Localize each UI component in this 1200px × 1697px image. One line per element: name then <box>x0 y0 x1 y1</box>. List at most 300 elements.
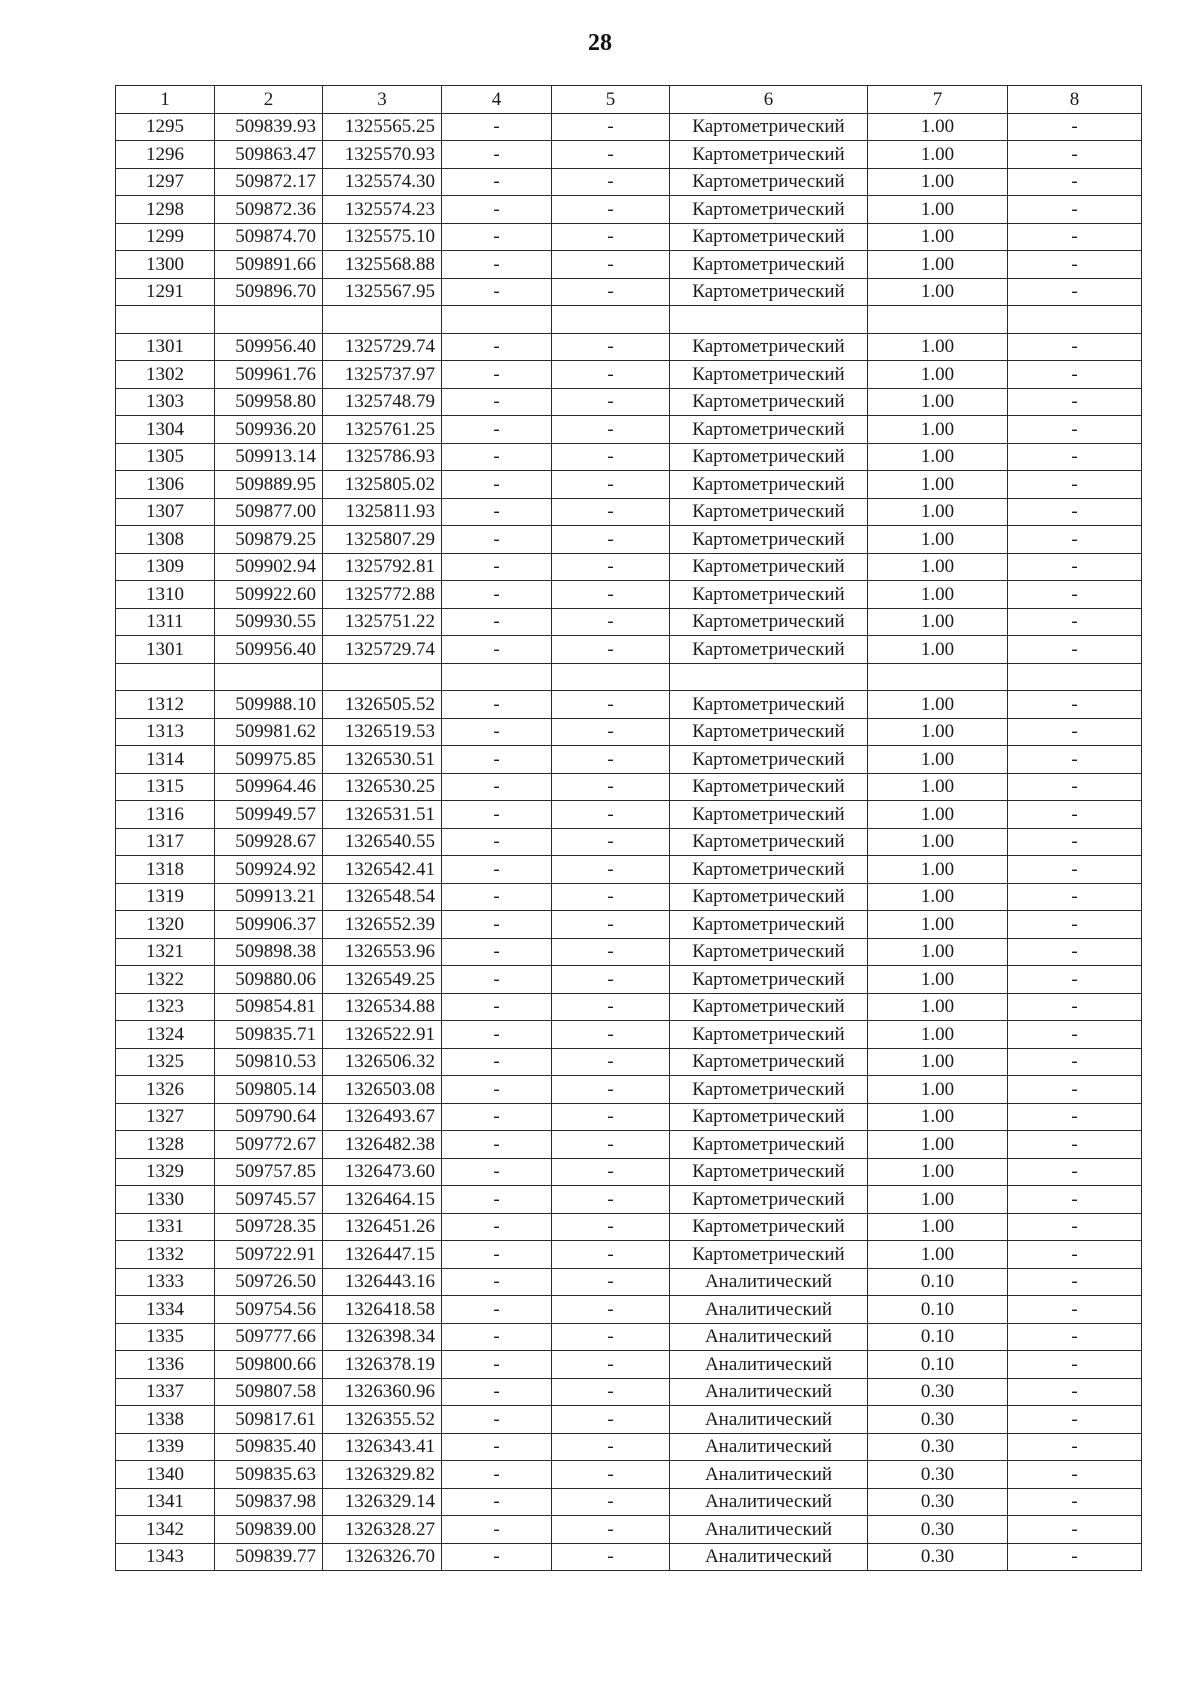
table-row <box>116 1186 1142 1214</box>
table-cell-col-4: - <box>442 636 552 664</box>
table-cell-col-7: 0.10 <box>868 1351 1008 1379</box>
table-row <box>116 141 1142 169</box>
table-cell-col-4: - <box>442 938 552 966</box>
table-cell-col-3: 1325729.74 <box>323 636 442 664</box>
table-cell-col-8: - <box>1008 168 1142 196</box>
table-cell-col-2: 509889.95 <box>215 471 323 499</box>
table-cell-col-1: 1343 <box>116 1543 215 1571</box>
table-cell-col-1: 1303 <box>116 388 215 416</box>
table-cell-col-4: - <box>442 526 552 554</box>
table-cell-col-4: - <box>442 1461 552 1489</box>
table-cell-col-3: 1326398.34 <box>323 1323 442 1351</box>
table-cell-col-7: 1.00 <box>868 526 1008 554</box>
table-cell-col-6: Картометрический <box>670 361 868 389</box>
table-cell-col-6: Аналитический <box>670 1461 868 1489</box>
table-cell-col-5: - <box>552 416 670 444</box>
table-cell-col-5: - <box>552 993 670 1021</box>
table-cell-col-6: Картометрический <box>670 443 868 471</box>
table-cell-col-6: Картометрический <box>670 636 868 664</box>
table-cell-col-7: 0.30 <box>868 1488 1008 1516</box>
table-cell-col-6: Картометрический <box>670 471 868 499</box>
table-cell-col-2: 509924.92 <box>215 856 323 884</box>
table-cell-col-1: 1333 <box>116 1268 215 1296</box>
table-cell-col-1: 1341 <box>116 1488 215 1516</box>
table-cell-col-2: 509880.06 <box>215 966 323 994</box>
table-cell-col-3: 1326451.26 <box>323 1213 442 1241</box>
table-cell-col-4: - <box>442 993 552 1021</box>
column-header-5: 5 <box>552 86 670 114</box>
table-cell-col-4: - <box>442 1406 552 1434</box>
table-cell-col-8: - <box>1008 1543 1142 1571</box>
table-cell-col-6: Аналитический <box>670 1268 868 1296</box>
table-cell-col-1: 1323 <box>116 993 215 1021</box>
table-cell-col-8: - <box>1008 113 1142 141</box>
table-cell-col-8: - <box>1008 1021 1142 1049</box>
table-row <box>116 553 1142 581</box>
table-cell-col-5: - <box>552 1406 670 1434</box>
table-cell-col-5: - <box>552 581 670 609</box>
table-cell-col-1: 1301 <box>116 333 215 361</box>
table-cell-col-4: - <box>442 113 552 141</box>
table-cell-col-5: - <box>552 1131 670 1159</box>
table-cell-col-3: 1325565.25 <box>323 113 442 141</box>
table-cell-col-4: - <box>442 1268 552 1296</box>
table-row <box>116 938 1142 966</box>
table-row <box>116 443 1142 471</box>
table-cell-col-1: 1328 <box>116 1131 215 1159</box>
table-cell-col-3: 1326503.08 <box>323 1076 442 1104</box>
table-cell-col-8: - <box>1008 1433 1142 1461</box>
table-cell-col-8: - <box>1008 526 1142 554</box>
table-row <box>116 278 1142 306</box>
table-cell-col-7: 1.00 <box>868 1158 1008 1186</box>
table-cell-col-1: 1327 <box>116 1103 215 1131</box>
table-cell-col-1: 1334 <box>116 1296 215 1324</box>
table-cell-col-7: 1.00 <box>868 196 1008 224</box>
table-cell-col-4: - <box>442 608 552 636</box>
table-row <box>116 1021 1142 1049</box>
table-cell-col-4: - <box>442 1186 552 1214</box>
table-cell-col-8: - <box>1008 388 1142 416</box>
table-row <box>116 911 1142 939</box>
table-cell-col-5: - <box>552 1323 670 1351</box>
column-header-2: 2 <box>215 86 323 114</box>
table-row <box>116 1351 1142 1379</box>
table-cell-col-2: 509777.66 <box>215 1323 323 1351</box>
table-row <box>116 196 1142 224</box>
table-cell-col-1 <box>116 306 215 334</box>
table-cell-col-3: 1326530.25 <box>323 773 442 801</box>
table-cell-col-3: 1325751.22 <box>323 608 442 636</box>
table-cell-col-2 <box>215 306 323 334</box>
table-cell-col-4: - <box>442 1076 552 1104</box>
table-cell-col-2: 509872.36 <box>215 196 323 224</box>
table-cell-col-8: - <box>1008 1406 1142 1434</box>
table-cell-col-4: - <box>442 251 552 279</box>
table-cell-col-4: - <box>442 691 552 719</box>
table-cell-col-5: - <box>552 1543 670 1571</box>
table-cell-col-5: - <box>552 333 670 361</box>
table-cell-col-3: 1326473.60 <box>323 1158 442 1186</box>
table-cell-col-1: 1307 <box>116 498 215 526</box>
table-cell-col-2: 509877.00 <box>215 498 323 526</box>
table-row <box>116 1461 1142 1489</box>
table-cell-col-8: - <box>1008 856 1142 884</box>
table-cell-col-7: 1.00 <box>868 1213 1008 1241</box>
table-cell-col-8: - <box>1008 196 1142 224</box>
table-cell-col-1: 1301 <box>116 636 215 664</box>
table-cell-col-4: - <box>442 168 552 196</box>
table-cell-col-5 <box>552 306 670 334</box>
table-cell-col-6: Аналитический <box>670 1488 868 1516</box>
table-cell-col-8: - <box>1008 1048 1142 1076</box>
table-row <box>116 168 1142 196</box>
table-cell-col-6: Картометрический <box>670 168 868 196</box>
table-cell-col-5: - <box>552 251 670 279</box>
table-cell-col-4: - <box>442 1213 552 1241</box>
table-cell-col-2: 509839.00 <box>215 1516 323 1544</box>
table-cell-col-2: 509930.55 <box>215 608 323 636</box>
table-cell-col-3: 1325748.79 <box>323 388 442 416</box>
table-cell-col-8: - <box>1008 1241 1142 1269</box>
table-row <box>116 608 1142 636</box>
table-cell-col-5: - <box>552 1296 670 1324</box>
table-cell-col-6: Аналитический <box>670 1543 868 1571</box>
table-cell-col-3: 1325805.02 <box>323 471 442 499</box>
table-row <box>116 581 1142 609</box>
table-cell-col-7: 1.00 <box>868 223 1008 251</box>
table-cell-col-4: - <box>442 1103 552 1131</box>
table-cell-col-6: Картометрический <box>670 526 868 554</box>
table-cell-col-3: 1326506.32 <box>323 1048 442 1076</box>
table-cell-col-5: - <box>552 1103 670 1131</box>
table-cell-col-7: 0.30 <box>868 1516 1008 1544</box>
table-cell-col-5: - <box>552 1021 670 1049</box>
table-cell-col-7: 1.00 <box>868 691 1008 719</box>
table-cell-col-7: 1.00 <box>868 608 1008 636</box>
table-cell-col-7: 1.00 <box>868 938 1008 966</box>
table-row <box>116 333 1142 361</box>
table-cell-col-3: 1326531.51 <box>323 801 442 829</box>
table-row <box>116 828 1142 856</box>
table-cell-col-7: 0.30 <box>868 1543 1008 1571</box>
table-cell-col-8: - <box>1008 416 1142 444</box>
table-cell-col-4: - <box>442 361 552 389</box>
column-header-6: 6 <box>670 86 868 114</box>
table-cell-col-2: 509754.56 <box>215 1296 323 1324</box>
table-cell-col-7: 1.00 <box>868 1103 1008 1131</box>
table-cell-col-3: 1326360.96 <box>323 1378 442 1406</box>
table-cell-col-4: - <box>442 773 552 801</box>
table-cell-col-1: 1309 <box>116 553 215 581</box>
table-cell-col-3: 1326329.14 <box>323 1488 442 1516</box>
table-cell-col-1: 1336 <box>116 1351 215 1379</box>
table-cell-col-2: 509839.93 <box>215 113 323 141</box>
table-cell-col-6: Картометрический <box>670 196 868 224</box>
table-cell-col-2 <box>215 663 323 691</box>
table-cell-col-6: Картометрический <box>670 938 868 966</box>
table-cell-col-3: 1325807.29 <box>323 526 442 554</box>
table-cell-col-4: - <box>442 1433 552 1461</box>
table-cell-col-1: 1321 <box>116 938 215 966</box>
table-cell-col-6: Картометрический <box>670 1131 868 1159</box>
table-cell-col-6: Картометрический <box>670 223 868 251</box>
table-cell-col-8: - <box>1008 938 1142 966</box>
table-cell-col-3: 1325792.81 <box>323 553 442 581</box>
table-cell-col-4: - <box>442 746 552 774</box>
table-cell-col-5: - <box>552 1268 670 1296</box>
table-cell-col-1: 1316 <box>116 801 215 829</box>
table-cell-col-2: 509906.37 <box>215 911 323 939</box>
table-cell-col-6: Картометрический <box>670 251 868 279</box>
table-cell-col-5: - <box>552 1516 670 1544</box>
table-cell-col-3: 1325729.74 <box>323 333 442 361</box>
table-cell-col-1: 1325 <box>116 1048 215 1076</box>
table-cell-col-4: - <box>442 1048 552 1076</box>
table-cell-col-1: 1299 <box>116 223 215 251</box>
table-cell-col-7: 1.00 <box>868 1076 1008 1104</box>
coordinates-table <box>115 85 1142 1571</box>
table-cell-col-8: - <box>1008 141 1142 169</box>
table-row <box>116 773 1142 801</box>
table-cell-col-7: 1.00 <box>868 1186 1008 1214</box>
table-row <box>116 526 1142 554</box>
table-cell-col-6: Картометрический <box>670 718 868 746</box>
table-cell-col-6: Картометрический <box>670 416 868 444</box>
table-cell-col-5: - <box>552 471 670 499</box>
table-cell-col-6: Картометрический <box>670 856 868 884</box>
table-cell-col-4 <box>442 306 552 334</box>
table-cell-col-7: 1.00 <box>868 498 1008 526</box>
table-cell-col-5: - <box>552 718 670 746</box>
table-cell-col-7: 1.00 <box>868 581 1008 609</box>
table-cell-col-8: - <box>1008 278 1142 306</box>
table-cell-col-8: - <box>1008 1488 1142 1516</box>
table-cell-col-8: - <box>1008 608 1142 636</box>
table-cell-col-5 <box>552 663 670 691</box>
table-row <box>116 1516 1142 1544</box>
table-cell-col-4: - <box>442 278 552 306</box>
table-row <box>116 1076 1142 1104</box>
table-cell-col-5: - <box>552 1488 670 1516</box>
table-cell-col-8: - <box>1008 1103 1142 1131</box>
table-cell-col-7: 1.00 <box>868 113 1008 141</box>
table-cell-col-1: 1308 <box>116 526 215 554</box>
table-row <box>116 1158 1142 1186</box>
table-row <box>116 636 1142 664</box>
table-cell-col-3 <box>323 663 442 691</box>
table-cell-col-8: - <box>1008 1076 1142 1104</box>
table-cell-col-6: Аналитический <box>670 1323 868 1351</box>
table-cell-col-6: Аналитический <box>670 1296 868 1324</box>
table-row <box>116 1323 1142 1351</box>
table-row <box>116 1241 1142 1269</box>
table-cell-col-4: - <box>442 1516 552 1544</box>
table-cell-col-3: 1326493.67 <box>323 1103 442 1131</box>
table-cell-col-2: 509902.94 <box>215 553 323 581</box>
table-cell-col-8: - <box>1008 1323 1142 1351</box>
table-cell-col-4: - <box>442 443 552 471</box>
table-cell-col-7: 1.00 <box>868 1131 1008 1159</box>
table-cell-col-3: 1325786.93 <box>323 443 442 471</box>
table-cell-col-2: 509757.85 <box>215 1158 323 1186</box>
table-cell-col-1: 1342 <box>116 1516 215 1544</box>
table-cell-col-6: Картометрический <box>670 911 868 939</box>
table-cell-col-2: 509961.76 <box>215 361 323 389</box>
table-cell-col-3: 1325570.93 <box>323 141 442 169</box>
table-cell-col-1: 1300 <box>116 251 215 279</box>
table-cell-col-7: 1.00 <box>868 883 1008 911</box>
table-cell-col-4: - <box>442 141 552 169</box>
table-cell-col-1: 1304 <box>116 416 215 444</box>
table-row <box>116 1433 1142 1461</box>
table-cell-col-5: - <box>552 1186 670 1214</box>
table-cell-col-7: 1.00 <box>868 911 1008 939</box>
table-cell-col-6: Картометрический <box>670 993 868 1021</box>
table-cell-col-2: 509807.58 <box>215 1378 323 1406</box>
table-cell-col-1: 1310 <box>116 581 215 609</box>
table-cell-col-5: - <box>552 388 670 416</box>
table-cell-col-2: 509958.80 <box>215 388 323 416</box>
table-row <box>116 1268 1142 1296</box>
table-cell-col-7: 0.10 <box>868 1323 1008 1351</box>
table-cell-col-8: - <box>1008 1296 1142 1324</box>
table-cell-col-7: 1.00 <box>868 333 1008 361</box>
table-cell-col-2: 509891.66 <box>215 251 323 279</box>
table-cell-col-1: 1298 <box>116 196 215 224</box>
table-cell-col-1: 1340 <box>116 1461 215 1489</box>
table-cell-col-2: 509837.98 <box>215 1488 323 1516</box>
table-cell-col-4: - <box>442 828 552 856</box>
table-row <box>116 361 1142 389</box>
table-cell-col-3 <box>323 306 442 334</box>
table-cell-col-8: - <box>1008 553 1142 581</box>
table-cell-col-2: 509879.25 <box>215 526 323 554</box>
table-cell-col-8: - <box>1008 718 1142 746</box>
table-cell-col-6: Картометрический <box>670 553 868 581</box>
table-cell-col-5: - <box>552 553 670 581</box>
table-cell-col-3: 1326552.39 <box>323 911 442 939</box>
table-cell-col-6: Картометрический <box>670 498 868 526</box>
table-cell-col-2: 509854.81 <box>215 993 323 1021</box>
table-cell-col-1: 1291 <box>116 278 215 306</box>
table-cell-col-8: - <box>1008 223 1142 251</box>
table-row <box>116 471 1142 499</box>
table-cell-col-7 <box>868 663 1008 691</box>
table-cell-col-6: Картометрический <box>670 883 868 911</box>
table-cell-col-2: 509922.60 <box>215 581 323 609</box>
table-row <box>116 746 1142 774</box>
table-cell-col-8: - <box>1008 911 1142 939</box>
table-cell-col-7: 1.00 <box>868 553 1008 581</box>
table-cell-col-7: 0.10 <box>868 1268 1008 1296</box>
table-cell-col-2: 509956.40 <box>215 636 323 664</box>
table-cell-col-7: 1.00 <box>868 828 1008 856</box>
table-cell-col-7: 1.00 <box>868 388 1008 416</box>
table-cell-col-2: 509790.64 <box>215 1103 323 1131</box>
table-cell-col-6: Картометрический <box>670 581 868 609</box>
table-cell-col-2: 509988.10 <box>215 691 323 719</box>
table-cell-col-5: - <box>552 526 670 554</box>
table-cell-col-5: - <box>552 773 670 801</box>
table-row <box>116 883 1142 911</box>
table-cell-col-7: 1.00 <box>868 141 1008 169</box>
table-cell-col-8: - <box>1008 361 1142 389</box>
table-cell-col-5: - <box>552 498 670 526</box>
table-cell-col-8: - <box>1008 966 1142 994</box>
table-cell-col-4: - <box>442 1323 552 1351</box>
table-row <box>116 1488 1142 1516</box>
table-cell-col-4: - <box>442 416 552 444</box>
table-cell-col-5: - <box>552 141 670 169</box>
table-row <box>116 691 1142 719</box>
table-row <box>116 1103 1142 1131</box>
table-cell-col-7: 0.30 <box>868 1461 1008 1489</box>
table-cell-col-1: 1329 <box>116 1158 215 1186</box>
table-cell-col-4: - <box>442 718 552 746</box>
table-cell-col-2: 509975.85 <box>215 746 323 774</box>
table-cell-col-2: 509964.46 <box>215 773 323 801</box>
table-row <box>116 1543 1142 1571</box>
table-cell-col-7: 0.10 <box>868 1296 1008 1324</box>
table-cell-col-2: 509835.63 <box>215 1461 323 1489</box>
table-cell-col-3: 1326542.41 <box>323 856 442 884</box>
table-cell-col-1: 1332 <box>116 1241 215 1269</box>
table-cell-col-2: 509745.57 <box>215 1186 323 1214</box>
table-cell-col-3: 1325761.25 <box>323 416 442 444</box>
table-cell-col-4: - <box>442 471 552 499</box>
table-cell-col-5: - <box>552 1241 670 1269</box>
table-cell-col-5: - <box>552 911 670 939</box>
table-cell-col-4: - <box>442 581 552 609</box>
table-cell-col-8: - <box>1008 1213 1142 1241</box>
table-cell-col-1: 1314 <box>116 746 215 774</box>
column-header-3: 3 <box>323 86 442 114</box>
table-cell-col-3: 1325574.23 <box>323 196 442 224</box>
table-cell-col-5: - <box>552 1158 670 1186</box>
table-cell-col-7: 1.00 <box>868 746 1008 774</box>
table-cell-col-4: - <box>442 1488 552 1516</box>
table-cell-col-6: Картометрический <box>670 1048 868 1076</box>
table-cell-col-1: 1305 <box>116 443 215 471</box>
table-cell-col-7: 0.30 <box>868 1406 1008 1434</box>
table-cell-col-3: 1325568.88 <box>323 251 442 279</box>
table-cell-col-4: - <box>442 1021 552 1049</box>
table-cell-col-4 <box>442 663 552 691</box>
table-cell-col-2: 509913.21 <box>215 883 323 911</box>
table-cell-col-2: 509874.70 <box>215 223 323 251</box>
table-cell-col-5: - <box>552 113 670 141</box>
table-cell-col-3: 1326522.91 <box>323 1021 442 1049</box>
table-cell-col-3: 1326343.41 <box>323 1433 442 1461</box>
page-number: 28 <box>588 30 612 56</box>
table-cell-col-5: - <box>552 196 670 224</box>
table-separator-row <box>116 306 1142 334</box>
table-cell-col-6: Картометрический <box>670 608 868 636</box>
table-cell-col-2: 509949.57 <box>215 801 323 829</box>
table-cell-col-5: - <box>552 1433 670 1461</box>
table-cell-col-3: 1326530.51 <box>323 746 442 774</box>
table-cell-col-5: - <box>552 1378 670 1406</box>
table-cell-col-8: - <box>1008 1461 1142 1489</box>
table-separator-row <box>116 663 1142 691</box>
table-cell-col-6: Картометрический <box>670 828 868 856</box>
table-cell-col-6: Картометрический <box>670 141 868 169</box>
table-cell-col-7: 0.30 <box>868 1433 1008 1461</box>
table-cell-col-2: 509863.47 <box>215 141 323 169</box>
table-cell-col-8: - <box>1008 691 1142 719</box>
table-cell-col-2: 509726.50 <box>215 1268 323 1296</box>
